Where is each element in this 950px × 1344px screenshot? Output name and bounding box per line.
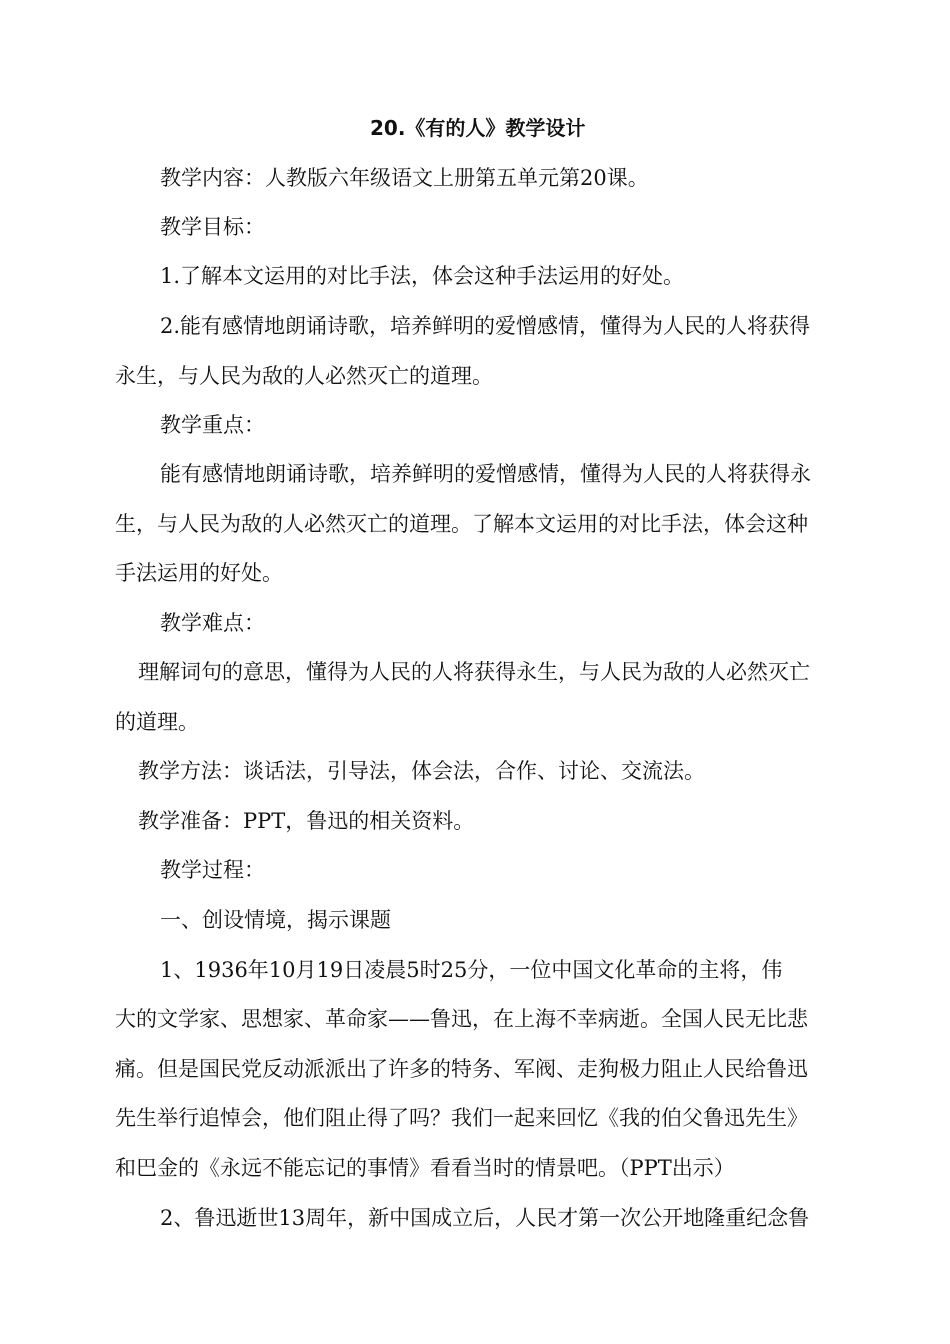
section-heading: 教学目标： xyxy=(160,215,265,239)
paragraph-line: 1、1936年10月19日凌晨5时25分，一位中国文化革命的主将，伟 xyxy=(160,958,783,982)
paragraph-line: 先生举行追悼会，他们阻止得了吗？我们一起来回忆《我的伯父鲁迅先生》 xyxy=(115,1106,808,1130)
paragraph-line: 大的文学家、思想家、革命家——鲁迅，在上海不幸病逝。全国人民无比悲 xyxy=(115,1007,808,1031)
paragraph-line: 和巴金的《永远不能忘记的事情》看看当时的情景吧。（PPT出示） xyxy=(115,1156,735,1180)
paragraph-line: 的道理。 xyxy=(115,710,199,734)
paragraph-line: 理解词句的意思，懂得为人民的人将获得永生，与人民为敌的人必然灭亡 xyxy=(138,660,810,684)
paragraph-line: 永生，与人民为敌的人必然灭亡的道理。 xyxy=(115,364,493,388)
section-heading: 一、创设情境，揭示课题 xyxy=(160,908,391,932)
paragraph-line: 痛。但是国民党反动派派出了许多的特务、军阀、走狗极力阻止人民给鲁迅 xyxy=(115,1057,808,1081)
paragraph-line: 教学方法：谈话法，引导法，体会法，合作、讨论、交流法。 xyxy=(138,759,705,783)
document-title: 20.《有的人》教学设计 xyxy=(370,116,586,140)
paragraph-line: 2.能有感情地朗诵诗歌，培养鲜明的爱憎感情，懂得为人民的人将获得 xyxy=(160,314,811,338)
paragraph-line: 教学准备：PPT，鲁迅的相关资料。 xyxy=(138,809,475,833)
paragraph-line: 1.了解本文运用的对比手法，体会这种手法运用的好处。 xyxy=(160,264,685,288)
section-heading: 教学难点： xyxy=(160,611,265,635)
paragraph-line: 教学内容：人教版六年级语文上册第五单元第20课。 xyxy=(160,166,649,190)
paragraph-line: 2、鲁迅逝世13周年，新中国成立后，人民才第一次公开地隆重纪念鲁 xyxy=(160,1206,810,1230)
section-heading: 教学重点： xyxy=(160,413,265,437)
paragraph-line: 能有感情地朗诵诗歌，培养鲜明的爱憎感情，懂得为人民的人将获得永 xyxy=(160,462,811,486)
paragraph-line: 手法运用的好处。 xyxy=(115,561,283,585)
paragraph-line: 生，与人民为敌的人必然灭亡的道理。了解本文运用的对比手法，体会这种 xyxy=(115,512,808,536)
section-heading: 教学过程： xyxy=(160,858,265,882)
